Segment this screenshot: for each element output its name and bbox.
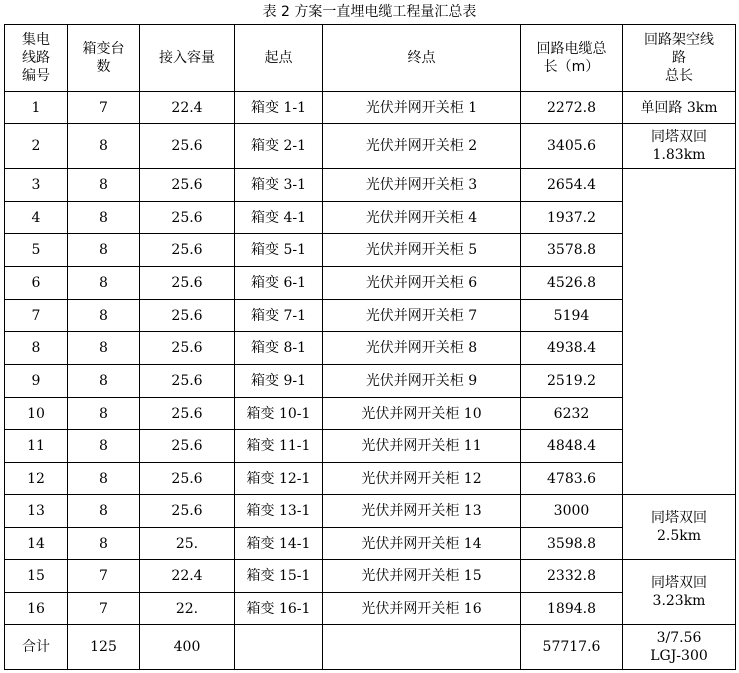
cell-cable-length: 3405.6 [521,124,623,169]
cell-line-no: 10 [5,398,68,430]
cell-capacity: 22.4 [140,92,235,124]
cell-capacity: 25.6 [140,267,235,300]
cell-capacity: 25.6 [140,495,235,528]
cell-end: 光伏并网开关柜 16 [323,593,521,625]
table-row [5,495,736,528]
cell-box-count: 7 [68,560,140,593]
cell-box-count: 8 [68,234,140,267]
cell-box-count: 8 [68,463,140,495]
cell-box-count: 7 [68,92,140,124]
cell-end: 光伏并网开关柜 5 [323,234,521,267]
cell-box-count: 8 [68,202,140,234]
cell-capacity: 25.6 [140,300,235,332]
cell-start: 箱变 5-1 [235,234,323,267]
cell-cable-length: 2272.8 [521,92,623,124]
total-overhead: 3/7.56 LGJ-300 [623,625,736,670]
table-row [5,560,736,593]
total-cable-length: 57717.6 [521,625,623,670]
cell-end: 光伏并网开关柜 4 [323,202,521,234]
cell-line-no: 12 [5,463,68,495]
cell-cable-length: 3578.8 [521,234,623,267]
cell-capacity: 25.6 [140,463,235,495]
cell-cable-length: 4938.4 [521,332,623,365]
overhead-lines-15-16: 同塔双回 3.23km [623,560,736,625]
cell-start: 箱变 9-1 [235,365,323,398]
cell-capacity: 25.6 [140,365,235,398]
table-row [5,169,736,202]
cell-line-no: 7 [5,300,68,332]
cell-end: 光伏并网开关柜 8 [323,332,521,365]
cell-line-no: 13 [5,495,68,528]
cell-end: 光伏并网开关柜 7 [323,300,521,332]
cell-end: 光伏并网开关柜 12 [323,463,521,495]
cell-start: 箱变 12-1 [235,463,323,495]
overhead-line-1: 单回路 3km [623,92,736,124]
cell-box-count: 8 [68,365,140,398]
cell-cable-length: 3000 [521,495,623,528]
cell-box-count: 8 [68,267,140,300]
cell-start: 箱变 3-1 [235,169,323,202]
cell-line-no: 5 [5,234,68,267]
header-overhead-length: 回路架空线 路 总长 [623,25,736,92]
table-row [5,92,736,124]
cell-line-no: 6 [5,267,68,300]
cell-end: 光伏并网开关柜 3 [323,169,521,202]
cell-capacity: 25.6 [140,332,235,365]
cell-start: 箱变 10-1 [235,398,323,430]
cell-box-count: 8 [68,169,140,202]
cell-end: 光伏并网开关柜 9 [323,365,521,398]
table-header-row [5,25,736,92]
table-total-row [5,625,736,670]
cell-start: 箱变 8-1 [235,332,323,365]
cell-box-count: 8 [68,528,140,560]
cell-end: 光伏并网开关柜 15 [323,560,521,593]
cell-cable-length: 3598.8 [521,528,623,560]
cell-end: 光伏并网开关柜 2 [323,124,521,169]
total-capacity: 400 [140,625,235,670]
cell-cable-length: 6232 [521,398,623,430]
cell-start: 箱变 11-1 [235,430,323,463]
cell-line-no: 9 [5,365,68,398]
cell-line-no: 14 [5,528,68,560]
cell-start: 箱变 13-1 [235,495,323,528]
total-label: 合计 [5,625,68,670]
table-caption: 表 2 方案一直埋电缆工程量汇总表 [262,4,477,20]
cell-box-count: 8 [68,398,140,430]
cell-box-count: 8 [68,332,140,365]
cell-end: 光伏并网开关柜 11 [323,430,521,463]
cell-box-count: 8 [68,430,140,463]
cell-line-no: 2 [5,124,68,169]
header-cable-length: 回路电缆总 长（m） [521,25,623,92]
cell-start: 箱变 6-1 [235,267,323,300]
cell-capacity: 25.6 [140,398,235,430]
cell-end: 光伏并网开关柜 1 [323,92,521,124]
cable-summary-table [4,24,736,670]
cell-capacity: 25.6 [140,202,235,234]
overhead-lines-3-12 [623,169,736,495]
cell-cable-length: 1894.8 [521,593,623,625]
cell-start: 箱变 16-1 [235,593,323,625]
overhead-lines-13-14: 同塔双回 2.5km [623,495,736,560]
header-line-no: 集电 线路 编号 [5,25,68,92]
cell-start: 箱变 4-1 [235,202,323,234]
cell-cable-length: 4783.6 [521,463,623,495]
header-start: 起点 [235,25,323,92]
total-start-empty [235,625,323,670]
cell-end: 光伏并网开关柜 14 [323,528,521,560]
cell-line-no: 1 [5,92,68,124]
cell-capacity: 22.4 [140,560,235,593]
cell-box-count: 8 [68,124,140,169]
cell-capacity: 25.6 [140,430,235,463]
overhead-line-2: 同塔双回 1.83km [623,124,736,169]
cell-box-count: 8 [68,495,140,528]
cell-end: 光伏并网开关柜 6 [323,267,521,300]
cell-end: 光伏并网开关柜 13 [323,495,521,528]
cell-capacity: 25.6 [140,234,235,267]
cell-start: 箱变 15-1 [235,560,323,593]
cell-cable-length: 4526.8 [521,267,623,300]
cell-line-no: 4 [5,202,68,234]
cell-capacity: 25. [140,528,235,560]
cell-cable-length: 1937.2 [521,202,623,234]
cell-cable-length: 2519.2 [521,365,623,398]
cell-start: 箱变 1-1 [235,92,323,124]
cell-capacity: 22. [140,593,235,625]
cell-cable-length: 4848.4 [521,430,623,463]
header-capacity: 接入容量 [140,25,235,92]
total-box-count: 125 [68,625,140,670]
cell-end: 光伏并网开关柜 10 [323,398,521,430]
table-row [5,124,736,169]
cell-line-no: 8 [5,332,68,365]
cell-cable-length: 5194 [521,300,623,332]
cell-box-count: 8 [68,300,140,332]
cell-line-no: 11 [5,430,68,463]
cell-line-no: 16 [5,593,68,625]
cell-capacity: 25.6 [140,124,235,169]
cell-start: 箱变 7-1 [235,300,323,332]
cell-box-count: 7 [68,593,140,625]
cell-line-no: 15 [5,560,68,593]
cell-start: 箱变 14-1 [235,528,323,560]
header-end: 终点 [323,25,521,92]
cell-line-no: 3 [5,169,68,202]
cell-capacity: 25.6 [140,169,235,202]
cell-cable-length: 2332.8 [521,560,623,593]
total-end-empty [323,625,521,670]
header-box-count: 箱变台 数 [68,25,140,92]
cell-cable-length: 2654.4 [521,169,623,202]
cell-start: 箱变 2-1 [235,124,323,169]
